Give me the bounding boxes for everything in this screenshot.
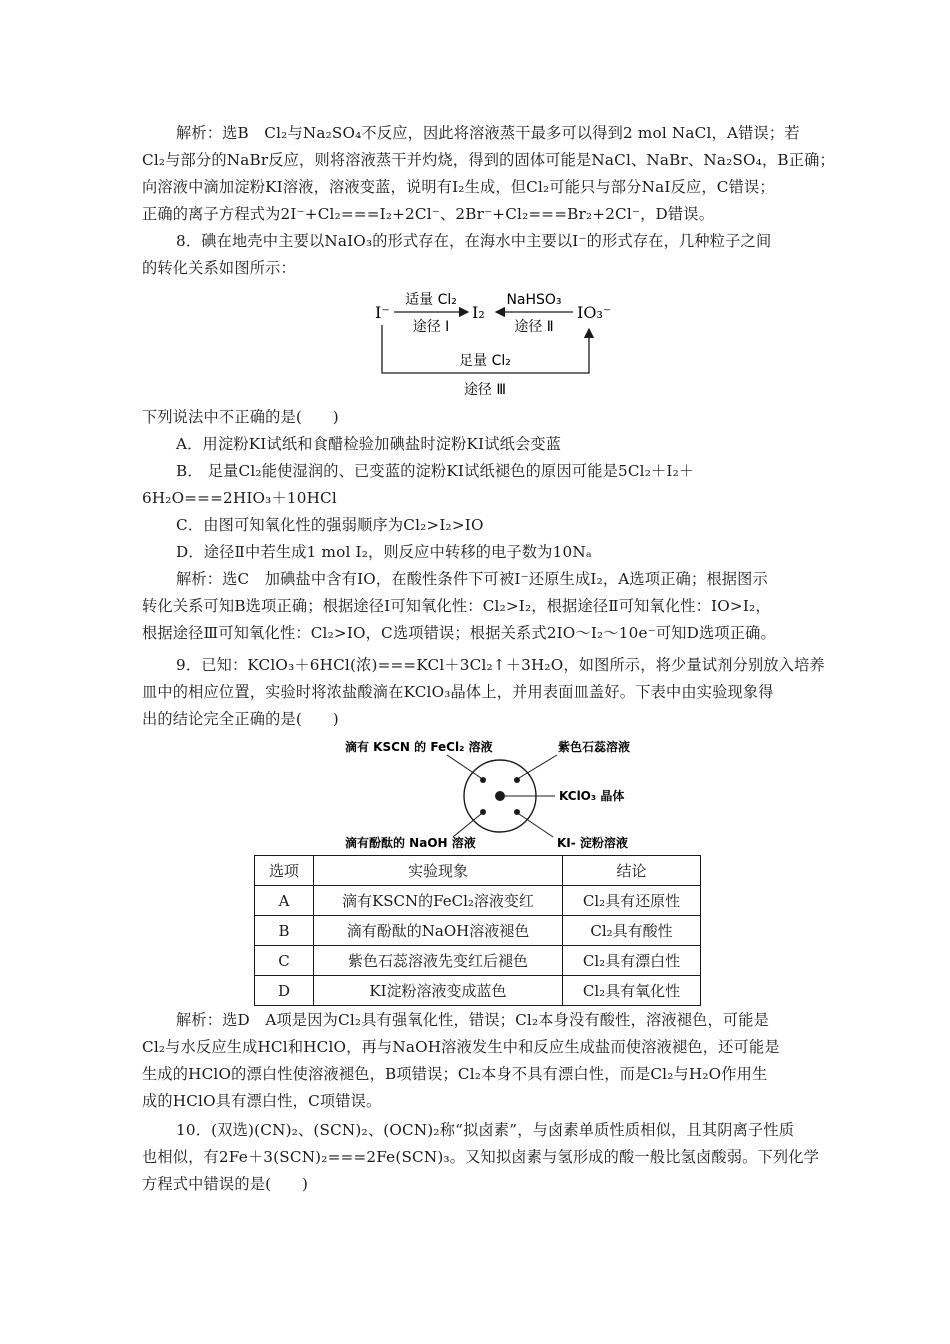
table-row [255,976,701,1006]
q10-stem-line: 也相似，有2Fe＋3(SCN)₂===2Fe(SCN)₃。又知拟卤素与氢形成的酸一般比氢卤酸弱。下列化学 [142,1148,820,1166]
label-ki: KI- 淀粉溶液 [557,836,628,850]
header-cell: 实验现象 [314,856,563,886]
table-row [255,916,701,946]
table-cell: Cl₂具有还原性 [563,886,701,916]
leader-line [453,814,481,837]
q8-option: B． 足量Cl₂能使湿润的、已变蓝的淀粉KI试纸褪色的原因可能是5Cl₂＋I₂＋ [176,462,695,480]
label-kclo3: KClO₃ 晶体 [559,789,625,803]
q9-analysis-line: Cl₂与水反应生成HCl和HClO，再与NaOH溶液发生中和反应生成盐而使溶液褪色，还可能是 [142,1038,780,1056]
q9-stem-line: 皿中的相应位置，实验时将浓盐酸滴在KClO₃晶体上，并用表面皿盖好。下表中由实验现象得 [142,683,774,701]
table-header-row [255,856,701,886]
kclo3-dot [495,791,505,801]
q9-stem-line: 9．已知：KClO₃＋6HCl(浓)===KCl＋3Cl₂↑＋3H₂O，如图所示，将少量试剂分别放入培养 [176,656,825,674]
arrow2-top-label: NaHSO₃ [506,292,562,308]
q8-option: D．途径Ⅱ中若生成1 mol I₂，则反应中转移的电子数为10Nₐ [176,543,592,561]
analysis7-line: 正确的离子方程式为2I⁻+Cl₂===I₂+2Cl⁻、2Br⁻+Cl₂===Br₂+2Cl⁻，D错误。 [142,205,715,223]
q8-stem-line: 8．碘在地壳中主要以NaIO₃的形式存在，在海水中主要以I⁻的形式存在，几种粒子之间 [176,232,772,250]
leader-line [519,814,553,837]
node-iodide: I⁻ [375,303,390,322]
leader-line [447,755,481,778]
q8-analysis-line: 转化关系可知B选项正确；根据途径Ⅰ可知氧化性：Cl₂>I₂，根据途径Ⅱ可知氧化性：IO>I₂， [142,597,771,615]
q8-analysis-line: 解析：选C 加碘盐中含有IO，在酸性条件下可被I⁻还原生成I₂，A选项正确；根据图示 [176,570,768,588]
q8-ask: 下列说法中不正确的是( ) [142,408,339,426]
q10-stem-line: 方程式中错误的是( ) [142,1175,309,1193]
q8-stem-line: 的转化关系如图所示： [142,259,296,277]
leader-line [519,755,557,778]
node-iodate: IO₃⁻ [577,303,612,322]
q9-stem-line: 出的结论完全正确的是( ) [142,710,339,728]
label-litmus: 紫色石蕊溶液 [558,740,631,754]
analysis7-line: Cl₂与部分的NaBr反应，则将溶液蒸干并灼烧，得到的固体可能是NaCl、NaBr、Na₂SO₄，B正确； [142,151,835,169]
table-cell: Cl₂具有氧化性 [563,976,701,1006]
table-cell: 滴有KSCN的FeCl₂溶液变红 [314,886,563,916]
table-cell: Cl₂具有漂白性 [563,946,701,976]
table-row [255,886,701,916]
table-cell: KI淀粉溶液变成蓝色 [314,976,563,1006]
q8-option: A．用淀粉KI试纸和食醋检验加碘盐时淀粉KI试纸会变蓝 [176,435,562,453]
table-cell: Cl₂具有酸性 [563,916,701,946]
table-cell: B [255,916,314,946]
analysis7-line: 解析：选B Cl₂与Na₂SO₄不反应，因此将溶液蒸干最多可以得到2 mol NaCl，A错误；若 [176,124,800,142]
analysis7-line: 向溶液中滴加淀粉KI溶液，溶液变蓝，说明有I₂生成，但Cl₂可能只与部分NaI反应，C错误； [142,178,775,196]
arrow3-top-label: 足量 Cl₂ [459,353,511,369]
q10-stem-line: 10．(双选)(CN)₂、(SCN)₂、(OCN)₂称“拟卤素”，与卤素单质性质相似，且其阴离子性质 [176,1121,795,1139]
arrow1-top-label: 适量 Cl₂ [405,292,457,308]
q9-analysis-line: 成的HClO具有漂白性，C项错误。 [142,1092,382,1110]
header-cell: 选项 [255,856,314,886]
label-naoh: 滴有酚酞的 NaOH 溶液 [345,836,476,850]
arrow1-bottom-label: 途径 Ⅰ [412,319,450,335]
q9-analysis-line: 生成的HClO的漂白性使溶液褪色，B项错误；Cl₂本身不具有漂白性，而是Cl₂与H₂O作用生 [142,1065,768,1083]
q8-option: 6H₂O===2HIO₃＋10HCl [142,489,337,507]
header-cell: 结论 [563,856,701,886]
q8-option: C．由图可知氧化性的强弱顺序为Cl₂>I₂>IO [176,516,484,534]
table-cell: C [255,946,314,976]
iodine-conversion-diagram [360,285,620,402]
q8-analysis-line: 根据途径Ⅲ可知氧化性：Cl₂>IO，C选项错误；根据关系式2IO～I₂～10e⁻可知D选项正确。 [142,624,776,642]
node-iodine: I₂ [472,303,485,322]
table-cell: 滴有酚酞的NaOH溶液褪色 [314,916,563,946]
table-cell: D [255,976,314,1006]
table-row [255,946,701,976]
table-cell: 紫色石蕊溶液先变红后褪色 [314,946,563,976]
label-fecl2: 滴有 KSCN 的 FeCl₂ 溶液 [345,740,493,754]
q9-analysis-line: 解析：选D A项是因为Cl₂具有强氧化性，错误；Cl₂本身没有酸性，溶液褪色，可能是 [176,1011,770,1029]
arrow3-bottom-label: 途径 Ⅲ [463,382,507,398]
petri-dish-figure [335,737,655,852]
arrow2-bottom-label: 途径 Ⅱ [514,319,554,335]
table-cell: A [255,886,314,916]
q9-results-table [254,855,701,1006]
